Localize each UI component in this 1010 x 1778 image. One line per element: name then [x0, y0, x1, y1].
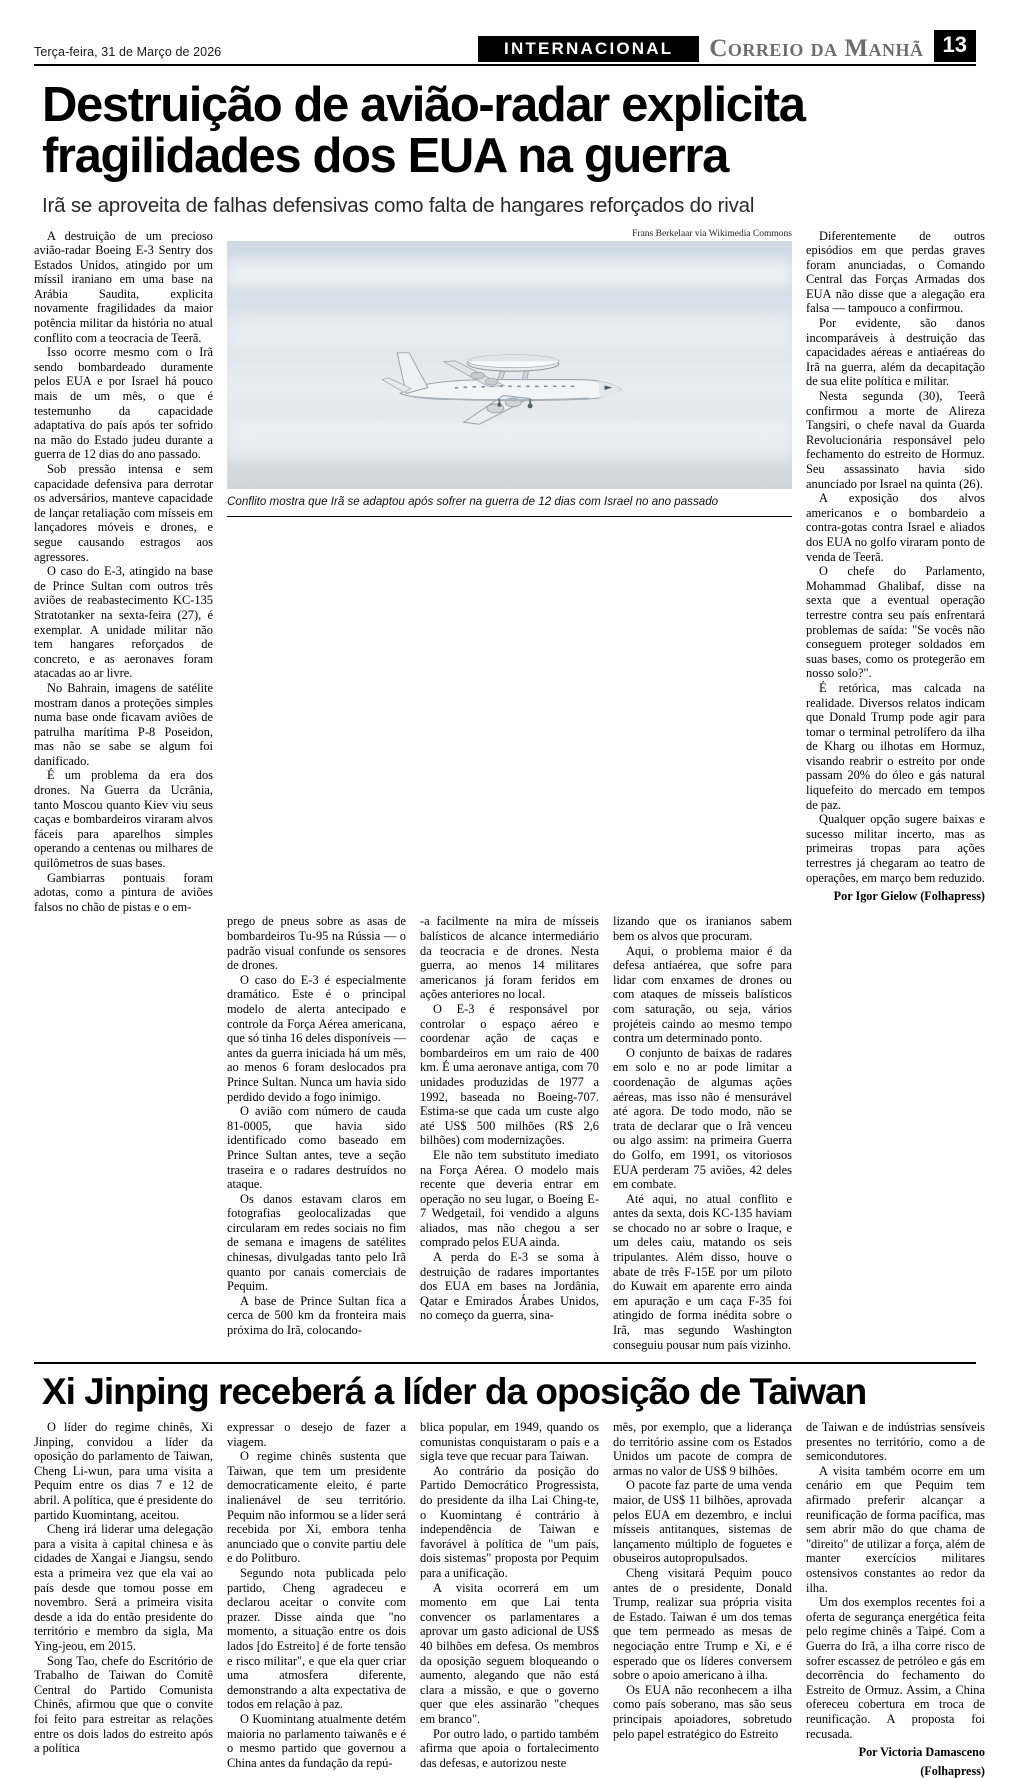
paragraph: Isso ocorre mesmo com o Irã sendo bombardeado duramente pelos EUA e por Israel há pouco mais de um mês, o que é testemunho da capacidade adaptativa do país após ter sofrido na mão do Estado judeu durante a guerra de 12 dias do ano passado.: [34, 345, 213, 462]
article1-col1: [34, 229, 213, 915]
article1-photo: [227, 241, 792, 489]
paragraph: O E-3 é responsável por controlar o espaço aéreo e coordenar ação de caças e bombardeiros em um raio de 400 km. É uma aeronave antiga, com 70 unidades produzidas de 1977 a 1992, baseada no Boeing-707. Estima-se que cada um custe algo até US$ 500 milhões (R$ 2,6 bilhões) com modernizações.: [420, 1001, 599, 1148]
paragraph: Até aqui, no atual conflito e antes da sexta, dois KC-135 haviam se chocado no ar sobre o Iraque, e um deles caiu, matando os seis tripulantes. Além disso, houve o abate de três F-15E por um piloto do Kuwait em aparente erro ainda em apuração e um caça F-35 foi atingido de forma inédita sobre o Irã, mas segundo Washington conseguiu pousar num país vizinho.: [613, 1191, 792, 1352]
paragraph: A visita ocorrerá em um momento em que Lai tenta convencer os parlamentares a aprovar um gasto adicional de US$ 40 bilhões em defesa. Os membros da oposição seguem bloqueando o aumento, alegando que não está clara a missão, e que o governo quer que eles assinarão "cheques em branco".: [420, 1580, 599, 1726]
article2-col1: [34, 1420, 213, 1778]
article2-headline: Xi Jinping receberá a líder da oposição de Taiwan: [42, 1371, 867, 1413]
paragraph: blica popular, em 1949, quando os comunistas conquistaram o país e a sigla teve que recuar para Taiwan.: [420, 1420, 599, 1464]
article1-photo-block: [227, 229, 792, 911]
paragraph: O Kuomintang atualmente detém maioria no parlamento taiwanês e é o mesmo partido que governou a China antes da fundação da repú-: [227, 1711, 406, 1770]
page-number: 13: [934, 30, 976, 62]
paragraph: É retórica, mas calcada na realidade. Diversos relatos indicam que Donald Trump pode agir para tomar o terminal petrolífero da ilha de Kharg ou ilhotas em Hormuz, visando reabrir o estreito por onde passam 20% do óleo e gás natural liquefeito do mercado em tempos de paz.: [806, 680, 985, 812]
paragraph: É um problema da era dos drones. Na Guerra da Ucrânia, tanto Moscou quanto Kiev viu seus caças e bombardeiros viraram alvos fáceis para aparelhos simples operando a centenas ou milhares de quilômetros de suas bases.: [34, 768, 213, 871]
paragraph: -a facilmente na mira de mísseis balísticos de alcance intermediário da teocracia e de drones. Nesta guerra, ao menos 14 militares americanos já foram feridos em ações anteriores no local.: [420, 914, 599, 1002]
article1-subhead: Irã se aproveita de falhas defensivas como falta de hangares reforçados do rival: [42, 193, 755, 217]
article1-byline: Por Igor Gielow (Folhapress): [833, 889, 985, 904]
masthead: [34, 28, 976, 62]
article2-col5: [806, 1420, 985, 1778]
article1-col3: [420, 914, 599, 1352]
paragraph: Ele não tem substituto imediato na Força Aérea. O modelo mais recente que deveria entrar em operação no seu lugar, o Boeing E-7 Wedgetail, foi vendido a alguns aliados, mas não chegou a ser comprado pelos EUA ainda.: [420, 1147, 599, 1250]
article1-col2: [227, 914, 406, 1352]
article2-col2: [227, 1420, 406, 1778]
article1-headline: Destruição de avião-radar explicita fragilidades dos EUA na guerra: [42, 78, 805, 183]
section-tag: INTERNACIONAL: [478, 36, 699, 62]
paragraph: Qualquer opção sugere baixas e sucesso militar incerto, mas as primeiras tropas para ações terrestres já chegaram ao teatro de operações, em março bem reduzido.: [806, 812, 985, 885]
paragraph: Gambiarras pontuais foram adotas, como a pintura de aviões falsos no chão de pistas e o em-: [34, 870, 213, 914]
paragraph: Diferentemente de outros episódios em que perdas graves foram anunciadas, o Comando Central das Forças Armadas dos EUA não disse que a alegação era falsa — tampouco a confirmou.: [806, 228, 985, 316]
paragraph: O conjunto de baixas de radares em solo e no ar pode limitar a coordenação de algumas ações aéreas, mas isso não é mensurável até agora. De todo modo, não se trata de declarar que o Irã venceu ou algo assim: na primeira Guerra do Golfo, em 1991, os vitoriosos EUA perderam 75 aviões, 42 deles em combate.: [613, 1045, 792, 1192]
photo-caption: Conflito mostra que Irã se adaptou após sofrer na guerra de 12 dias com Israel no ano passado: [227, 495, 792, 517]
paragraph: O regime chinês sustenta que Taiwan, que tem um presidente democraticamente eleito, é parte inalienável de seu território. Pequim não informou se a líder será recebida por Xi, embora tenha anunciado que o convite partiu dele e do Politburo.: [227, 1449, 406, 1566]
paper-title: Correio da Manhã: [709, 35, 924, 62]
article2-col4: [613, 1420, 792, 1778]
paragraph: mês, por exemplo, que a liderança do território assine com os Estados Unidos um pacote de compra de armas no valor de US$ 9 bilhões.: [613, 1420, 792, 1478]
article1-columns: [34, 228, 985, 1353]
masthead-right: [478, 30, 976, 62]
paragraph: O avião com número de cauda 81-0005, que havia sido identificado como baseado em Prince Sultan antes, teve a seção traseira e o radares destruídos no ataque.: [227, 1104, 406, 1192]
paragraph: O chefe do Parlamento, Mohammad Ghalibaf, disse na sexta que a eventual operação terrestre contra seu país enfrentará problemas de saída: "Se vocês não conseguem proteger soldados em suas bases, como os protegerão em nosso solo?".: [806, 564, 985, 681]
paragraph: Os danos estavam claros em fotografias geolocalizadas que circularam em redes sociais no fim de semana e imagens de satélites chinesas, divulgadas tanto pelo Irã quanto por canais comerciais de Pequim.: [227, 1191, 406, 1294]
paragraph: O líder do regime chinês, Xi Jinping, convidou a líder da oposição do parlamento de Taiwan, Cheng Li-wun, para uma visita a Pequim entre os dias 7 e 12 de abril. A política, que é presidente do partido Kuomintang, aceitou.: [34, 1420, 213, 1522]
paragraph: Cheng visitará Pequim pouco antes de o presidente, Donald Trump, realizar sua própria visita de Estado. Taiwan é um dos temas que tem permeado as mesas de negociação entre Trump e Xi, e é esperado que os líderes conversem sobre o apoio americano à ilha.: [613, 1566, 792, 1683]
article2-divider: [34, 1362, 976, 1364]
publication-date: Terça-feira, 31 de Março de 2026: [34, 45, 222, 59]
paragraph: de Taiwan e de indústrias sensíveis presentes no território, como a de semicondutores.: [806, 1420, 985, 1464]
paragraph: expressar o desejo de fazer a viagem.: [227, 1420, 406, 1449]
paragraph: Os EUA não reconhecem a ilha como país soberano, mas são seus principais apoiadores, sobretudo pelo papel estratégico do Estreito: [613, 1682, 792, 1741]
paragraph: O caso do E-3 é especialmente dramático. Este é o principal modelo de alerta antecipado e controle da Força Aérea americana, que só tinha 16 deles disponíveis —antes da guerra iniciada há um mês, ao menos 6 foram deslocados pra Prince Sultan. Nunca um havia sido perdido devido a fogo inimigo.: [227, 972, 406, 1104]
paragraph: Por outro lado, o partido também afirma que apoia o fortalecimento das defesas, e autorizou neste: [420, 1726, 599, 1770]
paragraph: O caso do E-3, atingido na base de Prince Sultan com outros três aviões de reabastecimento KC-135 Stratotanker na sexta-feira (27), é exemplar. A unidade militar não tem hangares reforçados de concreto, e as aeronaves foram atacadas ao ar livre.: [34, 564, 213, 681]
awacs-aircraft-illustration: [272, 330, 747, 434]
photo-credit: Frans Berkelaar via Wikimedia Commons: [632, 228, 792, 239]
article2-byline-org: (Folhapress): [920, 1763, 985, 1778]
paragraph: lizando que os iranianos sabem bem os alvos que procuram.: [613, 914, 792, 943]
paragraph: A destruição de um precioso avião-radar Boeing E-3 Sentry dos Estados Unidos, atingido por um míssil iraniano em uma base na Arábia Saudita, explicita novamente fragilidades da maior potência militar da história no atual conflito com a teocracia de Teerã.: [34, 228, 213, 345]
paragraph: Ao contrário da posição do Partido Democrático Progressista, do presidente da ilha Lai Ching-te, o Kuomintang é contrário à independência de Taiwan e favorável à política de "um país, dois sistemas" proposta por Pequim para a unificação.: [420, 1463, 599, 1580]
paragraph: A perda do E-3 se soma à destruição de radares importantes dos EUA em bases na Jordânia, Qatar e Emirados Árabes Unidos, no começo da guerra, sina-: [420, 1250, 599, 1323]
paragraph: prego de pneus sobre as asas de bombardeiros Tu-95 na Rússia — o padrão visual confunde os sensores de drones.: [227, 914, 406, 973]
paragraph: A exposição dos alvos americanos e o bombardeio a contra-gotas contra Israel e aliados dos EUA no golfo viraram ponto de venda de Teerã.: [806, 491, 985, 564]
masthead-rule: [34, 64, 976, 66]
paragraph: Nesta segunda (30), Teerã confirmou a morte de Alireza Tangsiri, o chefe naval da Guarda Revolucionária responsável pelo fechamento do estreito de Hormuz. Seu assassinato havia sido anunciado por Israel na quinta (26).: [806, 389, 985, 491]
paragraph: Um dos exemplos recentes foi a oferta de segurança energética feita pelo regime chinês a Taipé. Com a Guerra do Irã, a ilha corre risco de sofrer escassez de petróleo e gás em decorrência do fechamento do Estreito de Ormuz. Assim, a China ofereceu cobertura em troca de reunificação. A proposta foi recusada.: [806, 1595, 985, 1741]
paragraph: Sob pressão intensa e sem capacidade defensiva para derrotar os adversários, manteve capacidade de lançar retaliação com mísseis em lançadores móveis e drones, e segue causando estragos aos agressores.: [34, 462, 213, 564]
article1-col4: [613, 914, 792, 1352]
paragraph: A base de Prince Sultan fica a cerca de 500 km da fronteira mais próxima do Irã, colocando-: [227, 1293, 406, 1338]
article2-col3: [420, 1420, 599, 1778]
article2-columns: [34, 1420, 985, 1778]
paragraph: Segundo nota publicada pelo partido, Cheng agradeceu e declarou aceitar o convite com prazer. Disse ainda que "no momento, a situação entre os dois lados [do Estreito] é de forte tensão e risco militar", e que ela quer criar uma atmosfera diferente, demonstrando a alta expectativa de todos em relação à paz.: [227, 1566, 406, 1712]
article2-byline-name: Por Victoria Damasceno: [858, 1745, 985, 1760]
paragraph: Cheng irá liderar uma delegação para a visita à capital chinesa e às cidades de Xangai e Jiangsu, sendo esta a primeira vez que ela vai ao país desde que tomou posse em novembro. Será a primeira visita desde a ida do então presidente do território e membro da sigla, Ma Ying-jeou, em 2015.: [34, 1522, 213, 1653]
paragraph: A visita também ocorre em um cenário em que Pequim tem afirmado preferir alcançar a reunificação de forma pacífica, mas sem abrir mão do que chama de "direito" de utilizar a força, além de manter exercícios militares ostensivos constantes ao redor da ilha.: [806, 1463, 985, 1595]
paragraph: O pacote faz parte de uma venda maior, de US$ 11 bilhões, aprovada pelos EUA em dezembro, e inclui mísseis antitanques, sistemas de lançamento múltiplo de foguetes e obuseiros autopropulsados.: [613, 1478, 792, 1566]
paragraph: No Bahrain, imagens de satélite mostram danos a proteções simples numa base onde ficavam aviões de patrulha marítima P-8 Poseidon, mas não se sabe se algum foi danificado.: [34, 680, 213, 768]
article1-col5: [806, 229, 985, 915]
paragraph: Por evidente, são danos incomparáveis à destruição das capacidades aéreas e antiaéreas do Irã na guerra, além da decapitação de sua elite política e militar.: [806, 316, 985, 389]
paragraph: Aqui, o problema maior é da defesa antiaérea, que sofre para lidar com enxames de drones ou com ataques de mísseis balísticos com saturação, ou seja, vários projéteis caindo ao mesmo tempo contra um determinado ponto.: [613, 943, 792, 1046]
paragraph: Song Tao, chefe do Escritório de Trabalho de Taiwan do Comitê Central do Partido Comunista Chinês, afirmou que que o convite foi feito para estreitar as relações entre os dois lados do estreito após a política: [34, 1653, 213, 1756]
